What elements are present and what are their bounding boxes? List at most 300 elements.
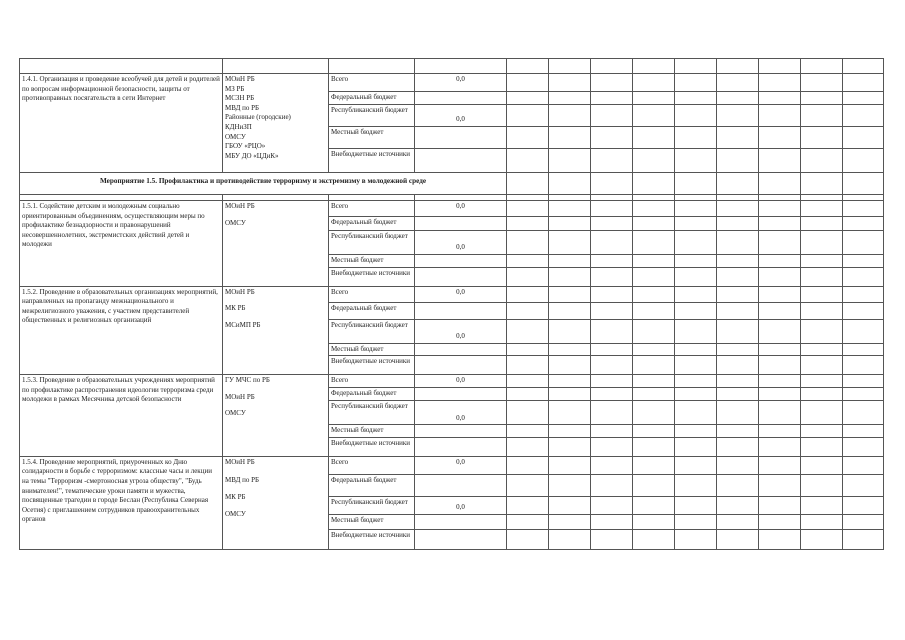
empty-cell [507,401,549,425]
funding-value [415,255,507,268]
empty-cell [675,127,717,149]
empty-cell [591,127,633,149]
executor-item: МЗ РБ [225,84,245,93]
empty-cell [633,217,675,231]
executor-item: КДНиЗП [225,122,252,131]
executor-item: МСЗН РБ [225,94,255,103]
funding-value [415,127,507,149]
empty-cell [801,217,843,231]
empty-cell [801,267,843,286]
empty-cell [549,149,591,173]
empty-cell [717,474,759,496]
empty-cell [507,474,549,496]
empty-cell [801,456,843,474]
empty-cell [591,201,633,217]
empty-cell [675,255,717,268]
spacer [225,402,326,409]
empty-cell [759,401,801,425]
empty-cell [507,105,549,127]
empty-cell [843,356,884,375]
table-row [20,201,884,217]
empty-cell [507,92,549,105]
empty-cell [549,255,591,268]
empty-cell [633,201,675,217]
executor-item: ГБОУ «РЦО» [225,142,266,151]
empty-cell [507,255,549,268]
empty-cell [717,149,759,173]
funding-source: Всего [329,201,415,217]
empty-cell [675,425,717,438]
empty-cell [843,149,884,173]
empty-cell [801,127,843,149]
funding-source: Местный бюджет [329,425,415,438]
executor-item: ОМСУ [225,509,246,518]
empty-cell [591,514,633,529]
empty-cell [843,173,884,195]
empty-cell [591,425,633,438]
empty-cell [675,201,717,217]
empty-cell [633,173,675,195]
empty-cell [633,74,675,92]
empty-cell [549,375,591,388]
executors-cell [223,375,329,457]
funding-value [415,267,507,286]
spacer [225,386,326,393]
empty-cell [759,496,801,514]
empty-cell [801,286,843,302]
measure-name: 1.5.4. Проведение мероприятий, приуроченных ко Дню солидарности в борьбе с терроризмом: классные часы и лекции на темы "Терроризм -смертоносная угроза обществу", "Будь внимателен!", тематические уроки памяти и мужества, посвященные трагедии в городе Беслан (Республика Северная Осетия) с приглашением сотрудников правоохранительных органов [20,456,223,549]
empty-cell [675,375,717,388]
spacer [225,486,326,493]
empty-cell [549,201,591,217]
empty-cell [675,343,717,356]
empty-cell [759,127,801,149]
executor-item: ОМСУ [225,132,246,141]
empty-cell [549,425,591,438]
funding-value [415,343,507,356]
empty-cell [759,231,801,255]
empty-cell [717,388,759,401]
empty-cell [591,92,633,105]
empty-cell [675,514,717,529]
empty-cell [675,388,717,401]
executors-cell [223,74,329,173]
funding-value [415,388,507,401]
empty-cell [843,74,884,92]
executor-item: МОиН РБ [225,392,255,401]
empty-cell [591,105,633,127]
table-row [20,456,884,474]
empty-cell [717,456,759,474]
empty-cell [843,388,884,401]
empty-cell [507,201,549,217]
empty-cell [843,456,884,474]
empty-cell [591,356,633,375]
empty-cell [843,375,884,388]
empty-cell [717,529,759,549]
empty-cell [549,437,591,456]
empty-cell [633,286,675,302]
empty-cell [717,127,759,149]
funding-source: Внебюджетные источники [329,149,415,173]
empty-cell [801,401,843,425]
empty-cell [591,456,633,474]
empty-cell [591,388,633,401]
funding-source: Республиканский бюджет [329,401,415,425]
empty-cell [843,474,884,496]
empty-cell [759,201,801,217]
empty-cell [801,343,843,356]
empty-cell [549,514,591,529]
empty-cell [717,255,759,268]
empty-cell [759,343,801,356]
empty-cell [717,437,759,456]
empty-cell [759,514,801,529]
empty-cell [801,375,843,388]
funding-source: Республиканский бюджет [329,105,415,127]
empty-cell [759,286,801,302]
empty-cell [633,529,675,549]
empty-cell [591,437,633,456]
empty-cell [507,496,549,514]
empty-cell [843,267,884,286]
empty-cell [759,217,801,231]
empty-cell [759,319,801,343]
empty-cell [633,231,675,255]
empty-cell [507,127,549,149]
empty-cell [843,529,884,549]
empty-cell [507,217,549,231]
funding-source: Федеральный бюджет [329,217,415,231]
empty-cell [843,514,884,529]
empty-cell [507,356,549,375]
empty-cell [801,319,843,343]
spacer [225,467,326,476]
empty-cell [759,149,801,173]
empty-cell [801,474,843,496]
funding-source: Местный бюджет [329,127,415,149]
empty-cell [633,319,675,343]
empty-cell [675,74,717,92]
empty-cell [549,343,591,356]
empty-cell [633,514,675,529]
empty-cell [801,356,843,375]
empty-cell [549,319,591,343]
empty-cell [843,127,884,149]
empty-cell [843,401,884,425]
empty-cell [633,267,675,286]
executor-item: Районные (городские) [225,113,291,122]
empty-cell [591,302,633,319]
funding-source: Внебюджетные источники [329,356,415,375]
empty-cell [801,173,843,195]
empty-cell [507,425,549,438]
empty-cell [591,149,633,173]
empty-cell [675,286,717,302]
funding-source: Местный бюджет [329,514,415,529]
funding-source: Всего [329,375,415,388]
executor-item: МОиН РБ [225,287,255,296]
executor-item: МВД по РБ [225,103,260,112]
empty-cell [507,286,549,302]
empty-cell [633,302,675,319]
empty-cell [759,437,801,456]
executor-item: МОиН РБ [225,75,255,83]
empty-cell [549,474,591,496]
empty-cell [549,388,591,401]
funding-source: Всего [329,286,415,302]
empty-cell [759,425,801,438]
funding-value: 0,0 [415,286,507,302]
empty-cell [633,474,675,496]
empty-cell [759,388,801,401]
empty-cell [507,231,549,255]
empty-cell [759,92,801,105]
measure-name: 1.4.1. Организация и проведение всеобучей для детей и родителей по вопросам информационной безопасности, защиты от противоправных посягательств в сети Интернет [20,74,223,173]
empty-cell [591,217,633,231]
empty-cell [675,302,717,319]
empty-cell [591,319,633,343]
empty-cell [717,401,759,425]
empty-cell [675,267,717,286]
measure-name: 1.5.1. Содействие детским и молодежным социально ориентированным объединениям, осуществляющим меры по профилактике безнадзорности и правонарушений несовершеннолетних, экстремистских действий детей и молодежи [20,201,223,287]
executors-cell [223,286,329,375]
empty-cell [633,127,675,149]
empty-cell [675,105,717,127]
empty-cell [675,474,717,496]
empty-cell [549,302,591,319]
empty-cell [759,529,801,549]
empty-cell [717,496,759,514]
funding-value: 0,0 [415,105,507,127]
empty-cell [591,267,633,286]
empty-cell [843,92,884,105]
empty-cell [549,356,591,375]
empty-cell [549,267,591,286]
empty-cell [549,231,591,255]
empty-cell [633,255,675,268]
empty-cell [717,173,759,195]
funding-value [415,474,507,496]
empty-cell [633,105,675,127]
empty-cell [507,149,549,173]
empty-cell [801,255,843,268]
empty-cell [801,92,843,105]
executor-item: ОМСУ [225,409,246,418]
empty-cell [717,375,759,388]
empty-cell [549,105,591,127]
empty-cell [549,173,591,195]
empty-cell [675,217,717,231]
funding-value [415,529,507,549]
empty-cell [591,173,633,195]
section-row [20,173,884,195]
empty-cell [507,456,549,474]
empty-cell [759,474,801,496]
executor-item: МК РБ [225,304,246,313]
empty-cell [717,425,759,438]
empty-cell [591,474,633,496]
empty-cell [675,529,717,549]
empty-cell [843,425,884,438]
empty-cell [507,302,549,319]
empty-cell [759,456,801,474]
empty-cell [633,356,675,375]
budget-table [19,58,884,550]
empty-cell [759,375,801,388]
table-row [20,375,884,388]
empty-cell [507,514,549,529]
funding-source: Местный бюджет [329,343,415,356]
funding-source: Федеральный бюджет [329,302,415,319]
empty-cell [801,74,843,92]
funding-value [415,92,507,105]
empty-cell [801,149,843,173]
empty-cell [717,286,759,302]
empty-cell [591,375,633,388]
funding-source: Всего [329,74,415,92]
empty-cell [675,496,717,514]
executor-item: ОМСУ [225,218,246,227]
empty-cell [549,286,591,302]
empty-cell [591,255,633,268]
empty-cell [759,267,801,286]
empty-cell [717,343,759,356]
empty-cell [717,302,759,319]
funding-value: 0,0 [415,74,507,92]
funding-value: 0,0 [415,231,507,255]
funding-source: Республиканский бюджет [329,231,415,255]
empty-cell [675,173,717,195]
funding-value [415,149,507,173]
empty-cell [843,496,884,514]
empty-cell [843,201,884,217]
empty-cell [507,74,549,92]
empty-cell [507,529,549,549]
empty-cell [633,149,675,173]
empty-cell [549,401,591,425]
empty-cell [843,343,884,356]
funding-source: Внебюджетные источники [329,437,415,456]
empty-cell [549,127,591,149]
executor-item: МСиМП РБ [225,320,261,329]
empty-cell [549,496,591,514]
empty-cell [633,388,675,401]
empty-cell [549,529,591,549]
empty-cell [507,343,549,356]
empty-cell [633,496,675,514]
funding-value [415,437,507,456]
spacer [225,314,326,321]
funding-source: Республиканский бюджет [329,319,415,343]
empty-cell [549,456,591,474]
spacer [225,297,326,304]
empty-cell [759,302,801,319]
empty-cell [759,74,801,92]
empty-cell [759,255,801,268]
empty-cell [633,375,675,388]
measure-name: 1.5.2. Проведение в образовательных организациях мероприятий, направленных на пропаганду межнационального и межрелигиозного уважения, с участием представителей общественных и религиозных организаций [20,286,223,375]
empty-cell [507,437,549,456]
executors-cell [223,201,329,287]
funding-value: 0,0 [415,456,507,474]
empty-cell [717,231,759,255]
executor-item: МОиН РБ [225,202,255,210]
empty-cell [843,217,884,231]
empty-cell [801,105,843,127]
empty-cell [801,231,843,255]
empty-cell [633,92,675,105]
empty-cell [675,356,717,375]
empty-cell [549,217,591,231]
empty-cell [717,201,759,217]
funding-value: 0,0 [415,401,507,425]
empty-cell [675,231,717,255]
empty-cell [801,437,843,456]
empty-cell [549,92,591,105]
empty-cell [675,149,717,173]
funding-value: 0,0 [415,201,507,217]
empty-cell [759,105,801,127]
empty-cell [801,425,843,438]
empty-cell [675,456,717,474]
empty-cell [633,437,675,456]
funding-value [415,425,507,438]
executor-item: ГУ МЧС по РБ [225,376,270,385]
empty-cell [675,437,717,456]
funding-source: Федеральный бюджет [329,388,415,401]
spacer [225,212,326,219]
empty-cell [507,319,549,343]
funding-source: Федеральный бюджет [329,92,415,105]
empty-cell [843,437,884,456]
empty-cell [717,514,759,529]
executor-item: МБУ ДО «ЦДиК» [225,151,279,160]
empty-cell [759,356,801,375]
empty-cell [507,388,549,401]
empty-cell [801,388,843,401]
empty-cell [591,74,633,92]
funding-value [415,514,507,529]
empty-cell [801,201,843,217]
empty-cell [633,401,675,425]
funding-source: Федеральный бюджет [329,474,415,496]
empty-cell [801,496,843,514]
empty-cell [717,319,759,343]
executors-cell [223,456,329,549]
empty-cell [591,286,633,302]
empty-cell [633,343,675,356]
empty-cell [801,514,843,529]
empty-cell [549,74,591,92]
executor-item: МВД по РБ [225,476,260,485]
empty-cell [801,302,843,319]
spacer [225,503,326,510]
funding-value [415,302,507,319]
section-title: Мероприятие 1.5. Профилактика и противодействие терроризму и экстремизму в молодежной среде [20,173,507,195]
empty-cell [507,267,549,286]
table-row [20,286,884,302]
empty-cell [717,267,759,286]
empty-cell [591,231,633,255]
measure-name: 1.5.3. Проведение в образовательных учреждениях мероприятий по профилактике распространения идеологии терроризма среди молодежи в рамках Месячника детской безопасности [20,375,223,457]
empty-cell [843,302,884,319]
empty-cell [591,401,633,425]
empty-cell [675,401,717,425]
funding-source: Внебюджетные источники [329,267,415,286]
empty-cell [675,319,717,343]
empty-cell [717,92,759,105]
